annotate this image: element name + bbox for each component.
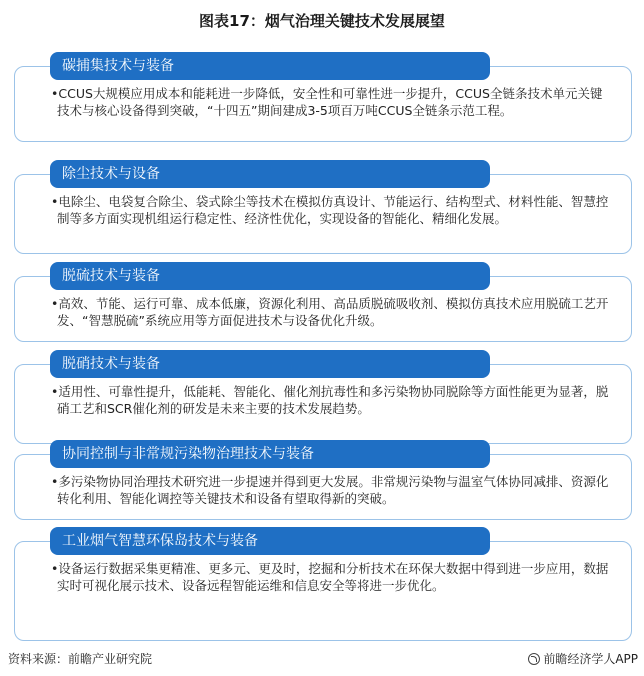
section-card [14,541,632,641]
brand-credit [528,650,638,667]
source-note: 资料来源：前瞻产业研究院 [8,652,153,666]
section-header: 脱硝技术与装备 [50,350,490,378]
section-text: •适用性、可靠性提升，低能耗、智能化、催化剂抗毒性和多污染物协同脱除等方面性能更为显著，脱硝工艺和SCR催化剂的研发是未来主要的技术发展趋势。 [51,384,609,416]
section-text: •多污染物协同治理技术研究进一步提速并得到更大发展。非常规污染物与温室气体协同减排、资源化转化利用、智能化调控等关键技术和设备有望取得新的突破。 [51,474,609,506]
section-text: •电除尘、电袋复合除尘、袋式除尘等技术在模拟仿真设计、节能运行、结构型式、材料性能、智慧控制等多方面实现机组运行稳定性、经济性优化，实现设备的智能化、精细化发展。 [51,194,609,226]
section-text: •设备运行数据采集更精准、更多元、更及时，挖掘和分析技术在环保大数据中得到进一步应用，数据实时可视化展示技术、设备远程智能运维和信息安全等将进一步优化。 [51,561,609,593]
section-header: 脱硫技术与装备 [50,262,490,290]
section-header: 除尘技术与设备 [50,160,490,188]
section-text: •CCUS大规模应用成本和能耗进一步降低，安全性和可靠性进一步提升，CCUS全链条技术单元关键技术与核心设备得到突破，“十四五”期间建成3-5项百万吨CCUS全链条示范工程。 [51,86,603,118]
section-text: •高效、节能、运行可靠、成本低廉，资源化利用、高品质脱硫吸收剂、模拟仿真技术应用脱硫工艺开发、“智慧脱硫”系统应用等方面促进技术与设备优化升级。 [51,296,609,328]
section-header: 工业烟气智慧环保岛技术与装备 [50,527,490,555]
brand-logo-icon [528,653,540,665]
section-header: 协同控制与非常规污染物治理技术与装备 [50,440,490,468]
section-header: 碳捕集技术与装备 [50,52,490,80]
page-title: 图表17：烟气治理关键技术发展展望 [199,12,445,30]
brand-label: 前瞻经济学人APP [543,652,638,666]
